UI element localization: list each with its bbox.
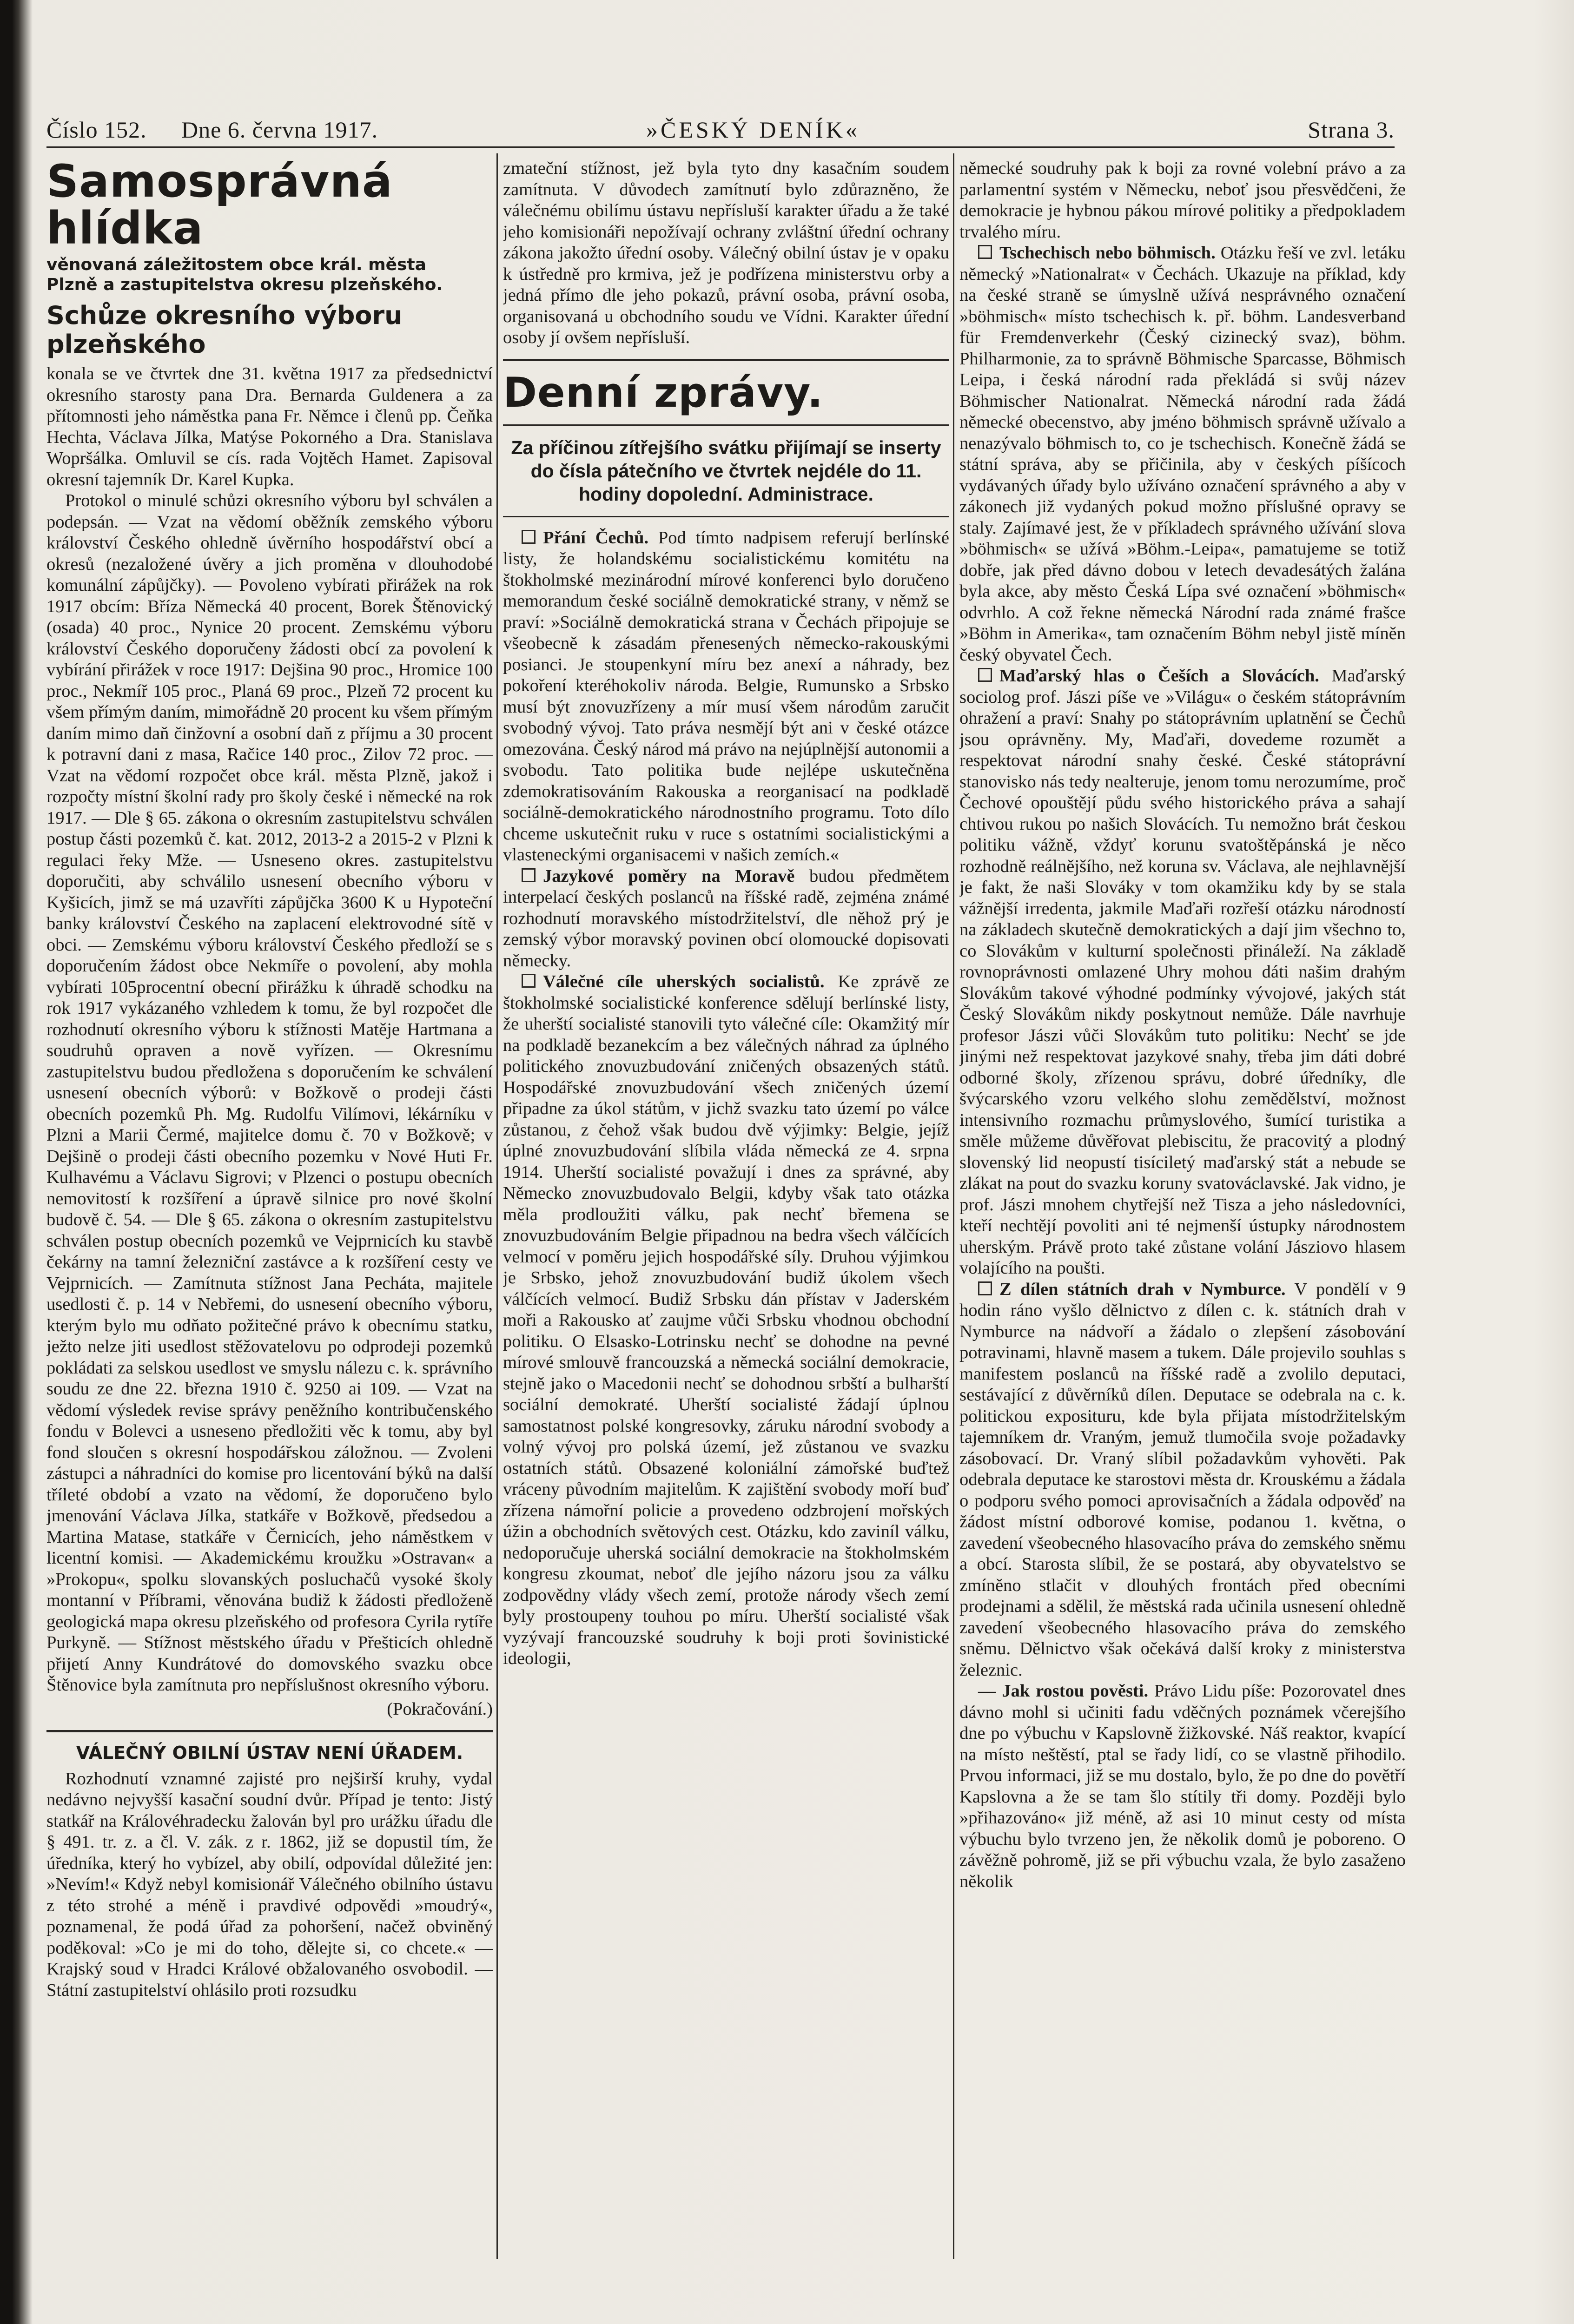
column-divider <box>496 153 498 2259</box>
section-subheading: Plzně a zastupitelstva okresu plzeňského. <box>46 275 443 294</box>
news-item-title: Tschechisch nebo böhmisch. <box>999 243 1216 263</box>
article-title: Schůze okresního výboru plzeňského <box>46 300 403 359</box>
news-item-title: Přání Čechů. <box>543 528 649 548</box>
article-rule <box>503 359 949 361</box>
news-item-title: Z dílen státních drah v Nymburce. <box>999 1279 1286 1299</box>
article-paragraph: Rozhodnutí vznamné zajisté pro nejširší kruhy, vydal nedávno nejvyšší kasační soudní dvůr. Případ je tento: Jistý statkář na Královéhradecku žalován byl pro urážku úřadu dle § 491. tr. z. a čl. V. zák. z r. 1862, již se dopustil tím, že úředníka, který ho vybízel, aby obilí, odpovídal důležité jen: »Nevím!« Když nebyl komisionář Válečného obilního ústavu z této strohé a méně i pravdivé odpovědi »moudrý«, poznamenal, že podá úřad za pohoršení, načež obviněný poděkoval: »Co je mi do toho, dělejte si, co chcete.« — Krajský soud v Hradci Králové obžalovaného osvobodil. — Státní zastupitelství ohlásilo proti rozsudku <box>46 1769 493 2000</box>
article-title: VÁLEČNÝ OBILNÍ ÚSTAV NENÍ ÚŘADEM. <box>76 1743 463 1763</box>
notice-rule <box>503 516 949 517</box>
news-item <box>503 866 949 972</box>
news-item-title: Jazykové poměry na Moravě <box>543 866 795 886</box>
continued-note: (Pokračování.) <box>387 1699 493 1719</box>
news-item-title: Válečné cíle uherských socialistů. <box>543 972 825 992</box>
news-item <box>959 243 1406 666</box>
news-item-text: Ke zprávě ze štokholmské socialistické konference sdělují berlínské listy, že uherští socialisté stanovili tyto válečné cíle: Okamžitý mír na podkladě bezanekcím a bez válečných náhrad za úplného politického znovuzbudování zničených obsazených států. Hospodářské znovuzbudování všech zničených území připadne za úkol státům, v jichž svazku tato území po válce zůstanou, z čehož však budou dvě výjimky: Belgie, jejíž úplné znovuzbudování slíbila vláda německá ze 4. srpna 1914. Uherští socialisté považují i dnes za správné, aby Německo znovuzbudovalo Belgii, kdyby však tato otázka měla prodloužiti válku, pak nechť břemena se znovuzbudováním Belgie připadnou na bedra všech válčících velmocí v poměru jejich hospodářské síly. Druhou výjimkou je Srbsko, jehož znovuzbudování budiž úkolem všech válčících velmocí. Budiž Srbsku dán přístav v Jaderském moři a Rakousko ať zaujme vůči Srbsku vhodnou obchodní politiku. O Elsasko-Lotrinsku nechť se dohodne na pevné mírové smlouvě francouzská a německá sociální demokracie, stejně jako o Macedonii nechť se dohodnou srbští a bulharští sociální demokraté. Uherští socialisté žádají úplnou samostatnost polské kongresovky, záruku národní svobody a volný vývoj pro polská území, jež zůstanou ve svazku ostatních států. Obsazené koloniální zámořské buďtež vráceny původním majitelům. K zajištění svobody moří buď zřízena námořní policie a provedeno odzbrojení mořských úžin a obchodních světových cest. Otázku, kdo zaviníl válku, nedoporučuje uherská sociální demokracie na štokholmském kongresu zkoumat, neboť dle jejího názoru jsou za válku zodpovědny vlády všech zemí, protože národy všech zemí byly prostoupeny touhou po míru. Uherští socialisté však vyzývají francouzské soudruhy k boji proti šovinistické ideologii, <box>503 972 949 1669</box>
bullet-box-icon <box>978 668 992 682</box>
news-item-text: budou předmětem interpelací českých poslanců na říšské radě, zejména známé rozhodnutí moravského místodržitelství, dle něhož prý je zemský výbor moravský povinen obcí olomoucké dopisovati německy. <box>503 866 949 971</box>
bullet-box-icon <box>522 530 536 544</box>
bullet-box-icon <box>978 1281 992 1295</box>
bullet-box-icon <box>522 868 536 882</box>
notice-rule <box>503 424 949 426</box>
bullet-box-icon <box>978 245 992 259</box>
article-paragraph: zmateční stížnost, jež byla tyto dny kasačním soudem zamítnuta. V důvodech zamítnutí bylo zdůrazněno, že válečnému obilímu ústavu nepřísluší karakter úřadu a že také jeho komisionáři nepožívají ochrany zvláštní úřední ochrany zákona jakožto úřední osoby. Válečný obilní ústav je v opaku k ústředně pro krmiva, jež je podřízena ministerstvu orby a jedná přímo dle jeho pokazů, právní osoba, právní osoba, organisovaná u obchodního soudu ve Vídni. Karakter úřední osoby jí ovšem nepřísluší. <box>503 158 949 347</box>
bullet-box-icon <box>522 974 536 988</box>
news-item-text: V pondělí v 9 hodin ráno vyšlo dělnictvo z dílen c. k. státních drah v Nymburce na nádvoří a žádalo o zlepšení zásobování potravinami, hlavně masem a tukem. Dále projevilo souhlas s manifestem poslanců na říšské radě a zvolilo deputaci, sestávající z důvěrníků dílen. Deputace se odebrala na c. k. politickou exposituru, kde byla přijata místodržitelským tajemníkem dr. Vraným, jemuž tlumočila svoje požadavky zásobovací. Dr. Vraný slíbil požadavkům vyhověti. Pak odebrala deputace ke starostovi města dr. Krouskému a žádala o podporu svého pomoci aprovisačních a žádala odpověď na žádost místní odborové komise, podanou 1. května, o zavedení všeobecného hlasovacího práva do zemského sněmu a obcí. Starosta slíbil, že se postará, aby obyvatelstvo se zmíněno stlačit v dlouhých frontách před obecními prodejnami a sdělil, že městská rada učinila usnesení ohledně zavedení všeobecného hlasovacího práva do zemského sněmu. Dělnictvo však očekává další kroky z ministerstva železnic. <box>959 1279 1406 1680</box>
news-item-text: Maďarský sociolog prof. Jászi píše ve »Világu« o českém státoprávním ohražení a praví: Snahy po státoprávním uplatnění se Čechů jsou oprávněny. My, Maďaři, dovedeme rozumět a respektovat národní snahy české. České státoprávní stanovisko nás tedy nealteruje, jenom tomu nerozumíme, proč Čechové opouštějí půdu svého historického práva a sahají chtivou rukou po našich Slovácích. Tu nemožno brát českou politiku vážně, vždyť korunu svatoštěpánská je něco rozhodně reálnějšího, než koruna sv. Václava, ale nejhlavnější je fakt, že naši Slováky v tom okamžiku kdy by se stala vážnější irredenta, jakmile Maďaři rozřeší otázku národností na základech skutečně demokratických a dají jim všechno to, co Slovákům v kulturní společnosti přináleží. Na základě rovnoprávnosti omlazené Uhry mohou dáti našim drahým Slovákům takové výhodné podmínky vývojové, jakých stát Český Slovákům nikdy poskytnout nemůže. Dále navrhuje profesor Jászi vůči Slovákům tuto politiku: Nechť se jde jinými než respektovat jazykové snahy, třeba jim dáti dobré odborné školy, zřízenou správu, dobré úředníky, dle švýcarského vzoru velkého slohu zemědělství, možnost intensivního rozmachu průmyslového, šumící turistika a směle můžeme důvěřovat plebiscitu, že pracovitý a plodný slovenský lid neopustí tisíciletý maďarský stát a nebude se zlákat na pout do svazku koruny svatováclavské. Jak vidno, je prof. Jászi mnohem chytřejší než Tisza a jeho následovníci, kteří nechtějí povoliti ani té nejmenší ústupky národnostem uherským. Právě proto také zůstane volání Jásziovo hlasem volajícího na poušti. <box>959 666 1406 1278</box>
news-item-text: Pod tímto nadpisem referují berlínské listy, že holandskému socialistickému komitétu na štokholmské mezinárodní mírové konferenci bylo doručeno memorandum české sociálně demokratické strany, v němž se praví: »Sociálně demokratická strana v Čechách připojuje se všeobecně k zásadám přenesených německo-rakouskými posianci. Je stoupenkyní míru bez anexí a náhrady, bez pokoření kteréhokoliv národa. Belgie, Rumunsko a Srbsko musí být znovuzřízeny a mír musí všem národům zaručit svobodný vývoj. Tato práva nesmějí být ani v české otázce omezována. Český národ má právo na nejúplnější autonomii a svobodu. Tato politika bude nejlépe uskutečněna zdemokratisováním Rakouska a reorganisací na podkladě sociálně-demokratického národnostního programu. Toto dílo chceme uskutečnit ruku v ruce s ostatními socialistickými a vlasteneckými organisacemi v našich zemích.« <box>503 528 949 865</box>
newspaper-title: »ČESKÝ DENÍK« <box>646 117 860 143</box>
article-paragraph: konala se ve čtvrtek dne 31. května 1917 za předsednictví okresního starosty pana Dra. Bernarda Guldenera a za přítomnosti jeho náměstka pana Fr. Němce i členů pp. Čeňka Hechta, Václava Jílka, Matýse Pokorného a Dra. Stanislava Wopršálka. Omluvil se cís. rada Vojtěch Hamet. Zapisoval okresní tajemník Dr. Karel Kupka. <box>46 364 493 489</box>
column-3 <box>959 158 1406 2259</box>
news-item <box>959 1681 1406 1892</box>
section-heading: Samosprávná hlídka <box>46 158 393 254</box>
news-item <box>503 971 949 1670</box>
news-item <box>959 1279 1406 1681</box>
header-rule <box>46 146 1395 148</box>
article-paragraph: Protokol o minulé schůzi okresního výboru byl schválen a podepsán. — Vzat na vědomí oběžník zemského výboru království Českého ohledně úvěrního hospodářství obcí a okresů (nezaložené úvěry a jich proměna v dlouhodobé komunální zápůjčky). — Povoleno vybírati přirážek na rok 1917 obcím: Bříza Německá 40 procent, Borek Štěnovický (osada) 40 proc., Nynice 20 procent. Zemskému výboru království Českého doporučeny žádosti obcí za povolení k vybírání přirážek v roce 1917: Dejšina 90 proc., Hromice 100 proc., Nekmíř 105 proc., Planá 69 proc., Plzeň 72 procent ku všem přímým daním, mimořádně 20 procent ku všem přímým daním mimo daň činžovní a osobní daň z příjmu a 30 procent k potravní dani z masa, Račice 140 proc., Zilov 72 proc. — Vzat na vědomí rozpočet obce král. města Plzně, jakož i rozpočty místní školní rady pro školy české i německé na rok 1917. — Dle § 65. zákona o okresním zastupitelstvu schválen postup části pozemků č. kat. 2012, 2013-2 a 2015-2 v Plzni k regulaci řeky Mže. — Usneseno okres. zastupitelstvu doporučiti, aby schválilo usnesení obecního výboru v Kyšicích, jimž se má uzavříti zápůjčka 3600 K u Hypoteční banky království Českého na zaplacení elektrovodné sítě v obci. — Zemskému výboru království Českého předloží se s doporučením žádost obce Nekmíře o povolení, aby mohla vybírati 105procentní obecní přirážku k úhradě schodku na rok 1917 vykázaného vzhledem k tomu, že byl rozpočet dle rozhodnutí okresního výboru k stížnosti Matěje Hartmana a soudruhů opraven a nově vyřízen. — Okresnímu zastupitelstvu budou předložena s doporučením ke schválení usnesení obecních výborů: v Božkově o prodeji části obecních pozemků Ph. Mg. Rudolfu Vilímovi, lékárníku v Plzni a Marii Čermé, majitelce domu č. 70 v Božkově; v Dejšině o prodeji části obecního pozemku v Nové Huti Fr. Kulhavému a Václavu Sigrovi; v Plzenci o postupu obecních nemovitostí k rozšíření a úpravě silnice pro nové školní budově č. 54. — Dle § 65. zákona o okresním zastupitelstvu schválen postup obecních pozemků ve Vejprnicích ku stavbě čekárny na tamní železniční zastávce a k rozšíření cesty ve Vejprnicích. — Zamítnuta stížnost Jana Pecháta, majitele usedlosti č. p. 14 v Nebřemi, do usnesení obecního výboru, kterým bylo mu odňato požitečné právo k obecnímu statku, ježto nelze jiti usedlost stěžovatelovu po odprodeji pozemků pokládati za selskou usedlost ve smyslu nálezu c. k. správního soudu ze dne 22. března 1910 č. 9250 ai 109. — Vzat na vědomí výsledek revise správy peněžního kontribučenského fondu v Bolevci a usneseno předložiti věc k tomu, aby byl fond sloučen s okresní hospodářskou záložnou. — Zvoleni zástupci a náhradníci do komise pro licentování býků na další tříleté období a vzato na vědomí, že doporučeno bylo jmenování Václava Jílka, statkáře v Božkově, předsedou a Martina Matase, statkáře v Černicích, jeho náměstkem v licentní komisi. — Akademickému kroužku »Ostravan« a »Prokopu«, spolku slovanských posluchačů vysoké školy montanní v Příbrami, věnována budiž k žádosti předloženě geologická mapa okresu plzeňského od profesora Cyrila rytíře Purkyně. — Stížnost městského úřadu v Přešticích ohledně přijetí Anny Kundrátové do domovského svazku obce Štěnovice byla zamítnuta pro nepříslušnost okresního výboru. <box>46 491 493 1695</box>
advertisement-notice: Za příčinou zítřejšího svátku přijímají se inserty do čísla pátečního ve čtvrtek nejdéle do 11. hodiny dopolední. Administrace. <box>511 436 941 505</box>
section-heading: Denní zprávy. <box>503 368 823 416</box>
news-item-title: Maďarský hlas o Češích a Slovácích. <box>999 666 1319 686</box>
news-item-title: — Jak rostou pověsti. <box>978 1681 1149 1701</box>
section-subheading: věnovaná záležitostem obce král. města <box>46 255 426 274</box>
news-item <box>503 528 949 866</box>
issue-date: Dne 6. června 1917. <box>181 117 378 143</box>
masthead <box>46 116 1395 149</box>
news-item-text: Otázku řeší ve zvl. letáku německý »Nationalrat« v Čechách. Ukazuje na příklad, kdy na české straně se úmyslně užívá nesprávného označení »böhmisch« místo tschechisch k. př. böhm. Landesverband für Fremdenverkehr (Český cizinecký svaz), böhm. Philharmonie, za to správně Böhmische Sparcasse, Böhmisch Leipa, i česká národní rada překládá si svůj název Böhmischer Nationalrat. Německá národní rada žádá německé obecenstvo, aby jméno böhmisch správně užívalo a nenazývalo böhmisch to, co je tschechisch. Konečně žádá se státní správa, aby se přičinila, aby v českých píšícoch vydávaných úřady bylo užíváno označení správného a aby v zákonech již vydaných pokud možno příslušné opravy se staly. Zajímavé jest, že v příkladech správného užívání slova »böhmisch« se užívá »Böhm.-Leipa«, pamatujeme se totiž dobře, jak před dávno dobou v letech devadesátých žalána byla akce, aby město Česká Lípa své označení »böhmisch« odvrhlo. A což řekne německá Národní rada známé frašce »Böhm in Amerika«, tam označením Böhm nebyl jistě míněn český obyvatel Čech. <box>959 243 1406 665</box>
news-item-text: Právo Lidu píše: Pozorovatel dnes dávno mohl si učiniti fadu vděčných poznámek včerejšího dne po výbuchu v Kapslovně žižkovské. Náš reaktor, kvapící na místo neštěstí, ptal se řady lidí, co se vlastně přihodilo. Prvou informaci, již se mu dostalo, bylo, že po dne do povětří Kapslovna a že se tam šlo stítily tři domy. Později bylo »přihazováno« již méně, až asi 10 minut cesty od místa výbuchu bylo tvrzeno jen, že několik domů je poboreno. O závěžně pohromě, již se při výbuchu vzala, že bylo zasaženo několik <box>959 1681 1406 1891</box>
column-divider <box>953 153 954 2259</box>
article-rule <box>46 1730 493 1732</box>
news-item <box>959 666 1406 1279</box>
column-1 <box>46 158 493 2259</box>
article-paragraph: německé soudruhy pak k boji za rovné volební právo a za parlamentní systém v Německu, neboť jsou přesvědčeni, že demokracie je hybnou pákou mírové politiky a předpokladem trvalého míru. <box>959 158 1406 242</box>
page-number: Strana 3. <box>1308 117 1395 143</box>
issue-number: Číslo 152. <box>46 117 147 143</box>
column-2 <box>503 158 949 2259</box>
